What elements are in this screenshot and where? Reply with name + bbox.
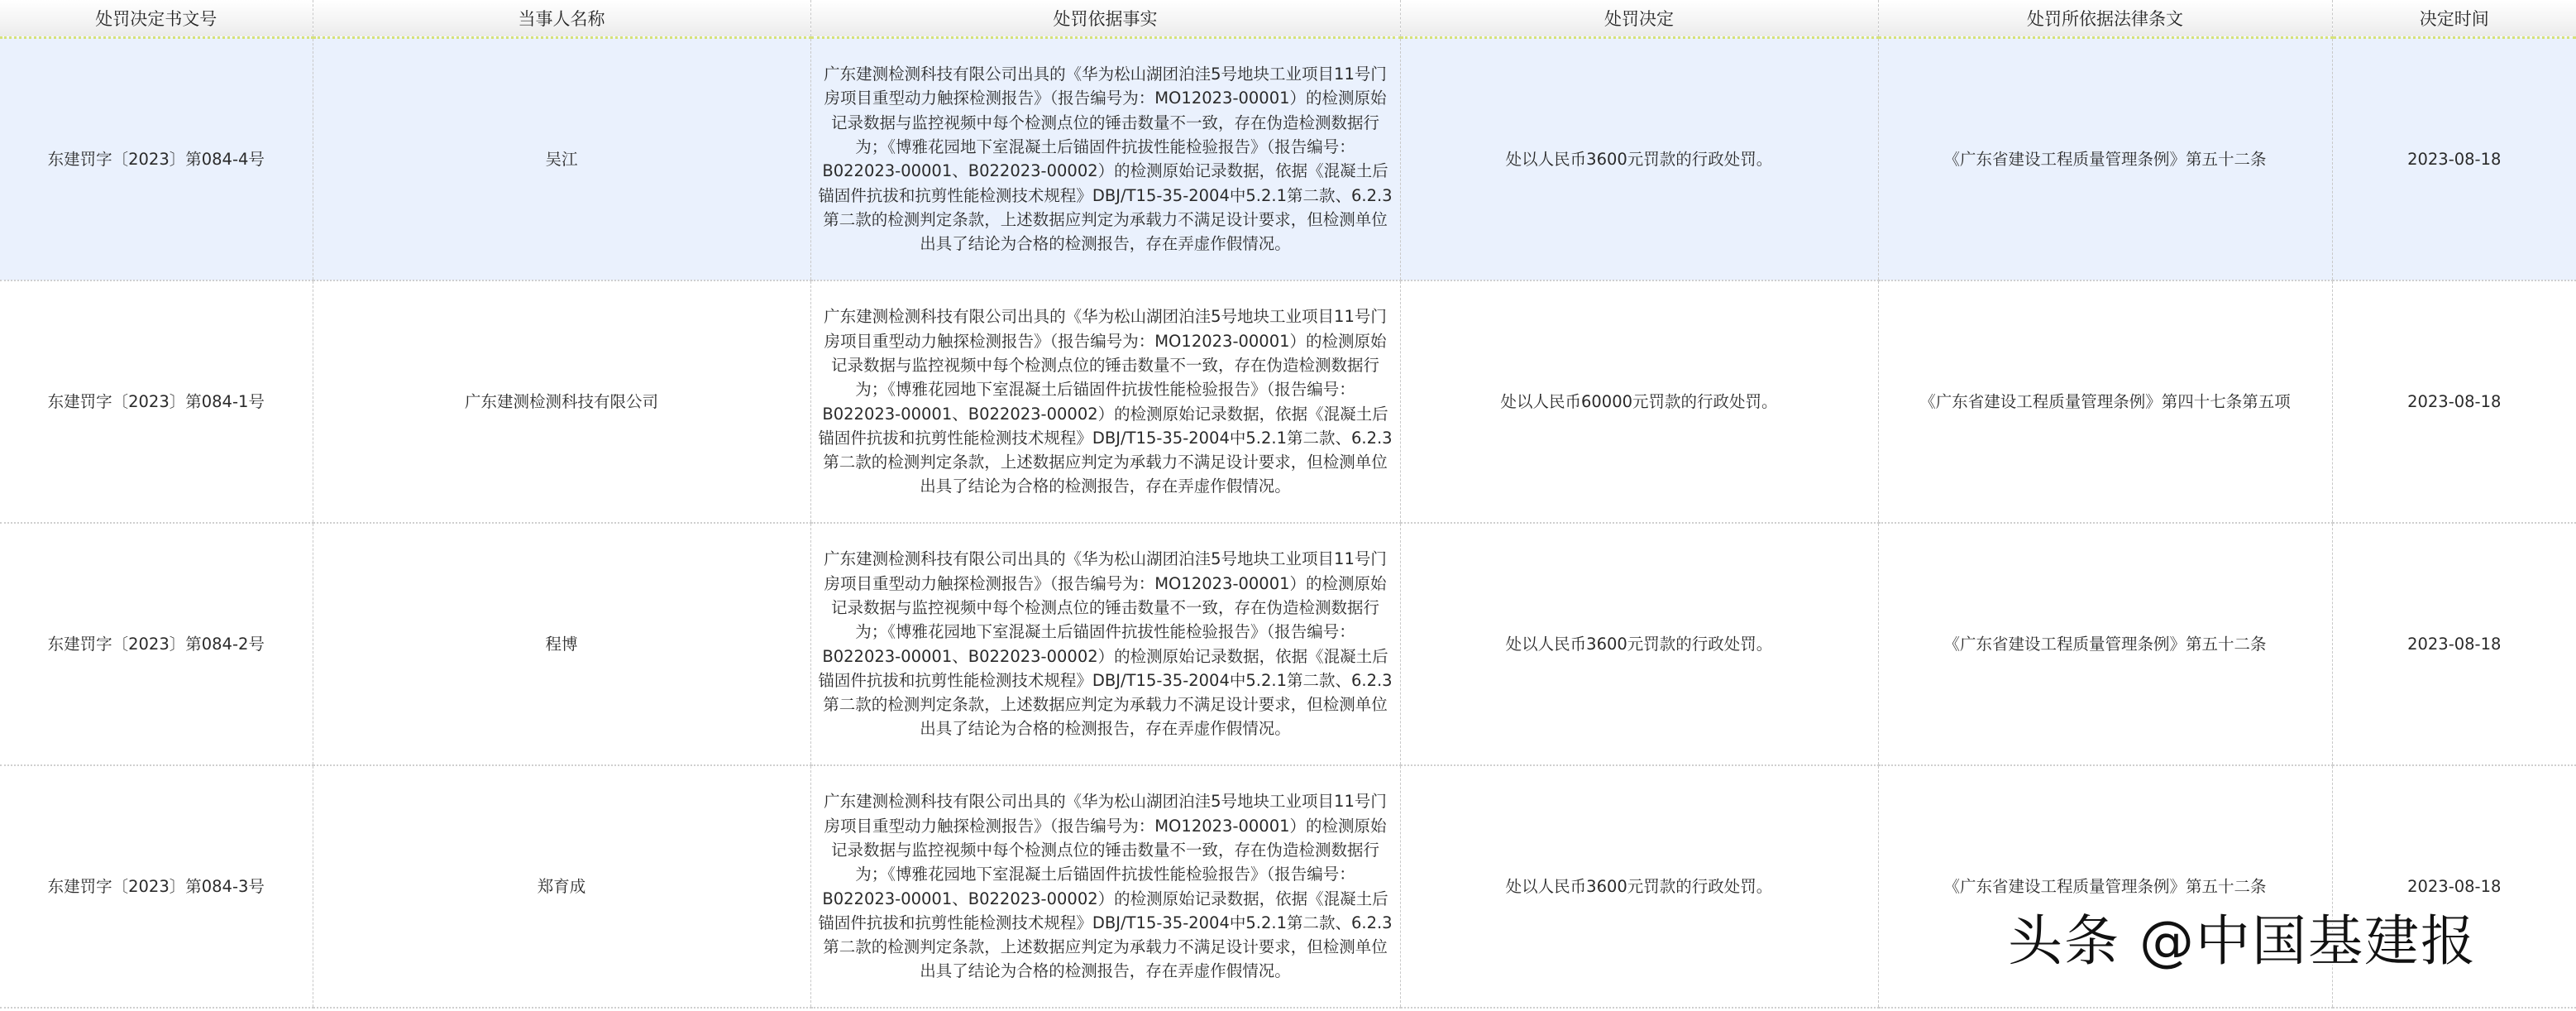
- cell-date: 2023-08-18: [2332, 280, 2576, 523]
- cell-law: 《广东省建设工程质量管理条例》第五十二条: [1878, 765, 2332, 1008]
- cell-date: 2023-08-18: [2332, 765, 2576, 1008]
- cell-decision: 处以人民币3600元罚款的行政处罚。: [1400, 523, 1878, 765]
- cell-doc-no: 东建罚字〔2023〕第084-3号: [0, 765, 313, 1008]
- cell-decision: 处以人民币60000元罚款的行政处罚。: [1400, 280, 1878, 523]
- cell-party: 吴江: [313, 37, 810, 280]
- cell-doc-no: 东建罚字〔2023〕第084-2号: [0, 523, 313, 765]
- watermark: 头条 @中国基建报: [2008, 909, 2477, 973]
- header-law[interactable]: 处罚所依据法律条文: [1878, 0, 2332, 37]
- cell-facts: 广东建测检测科技有限公司出具的《华为松山湖团泊洼5号地块工业项目11号门房项目重型动力触探检测报告》（报告编号为：MO12023-00001）的检测原始记录数据与监控视频中每个检测点位的锤击数量不一致，存在伪造检测数据行为；《博雅花园地下室混凝土后锚固件抗拔性能检验报告》（报告编号：B022023-00001、B022023-00002）的检测原始记录数据，依据《混凝土后锚固件抗拔和抗剪性能检测技术规程》DBJ/T15-35-2004中5.2.1第二款、6.2.3第二款的检测判定条款，上述数据应判定为承载力不满足设计要求，但检测单位出具了结论为合格的检测报告，存在弄虚作假情况。: [810, 280, 1400, 523]
- cell-decision: 处以人民币3600元罚款的行政处罚。: [1400, 765, 1878, 1008]
- cell-doc-no: 东建罚字〔2023〕第084-4号: [0, 37, 313, 280]
- cell-facts: 广东建测检测科技有限公司出具的《华为松山湖团泊洼5号地块工业项目11号门房项目重型动力触探检测报告》（报告编号为：MO12023-00001）的检测原始记录数据与监控视频中每个检测点位的锤击数量不一致，存在伪造检测数据行为；《博雅花园地下室混凝土后锚固件抗拔性能检验报告》（报告编号：B022023-00001、B022023-00002）的检测原始记录数据，依据《混凝土后锚固件抗拔和抗剪性能检测技术规程》DBJ/T15-35-2004中5.2.1第二款、6.2.3第二款的检测判定条款，上述数据应判定为承载力不满足设计要求，但检测单位出具了结论为合格的检测报告，存在弄虚作假情况。: [810, 37, 1400, 280]
- table-header: [0, 0, 2576, 37]
- cell-decision: 处以人民币3600元罚款的行政处罚。: [1400, 37, 1878, 280]
- cell-law: 《广东省建设工程质量管理条例》第五十二条: [1878, 37, 2332, 280]
- cell-party: 郑育成: [313, 765, 810, 1008]
- cell-doc-no: 东建罚字〔2023〕第084-1号: [0, 280, 313, 523]
- cell-date: 2023-08-18: [2332, 37, 2576, 280]
- header-row: [0, 0, 2576, 37]
- table-body: [0, 37, 2576, 1008]
- cell-law: 《广东省建设工程质量管理条例》第五十二条: [1878, 523, 2332, 765]
- header-decision[interactable]: 处罚决定: [1400, 0, 1878, 37]
- cell-party: 程博: [313, 523, 810, 765]
- cell-date: 2023-08-18: [2332, 523, 2576, 765]
- header-party[interactable]: 当事人名称: [313, 0, 810, 37]
- cell-party: 广东建测检测科技有限公司: [313, 280, 810, 523]
- header-date[interactable]: 决定时间: [2332, 0, 2576, 37]
- header-doc-no[interactable]: 处罚决定书文号: [0, 0, 313, 37]
- table-row[interactable]: [0, 523, 2576, 765]
- header-facts[interactable]: 处罚依据事实: [810, 0, 1400, 37]
- cell-facts: 广东建测检测科技有限公司出具的《华为松山湖团泊洼5号地块工业项目11号门房项目重型动力触探检测报告》（报告编号为：MO12023-00001）的检测原始记录数据与监控视频中每个检测点位的锤击数量不一致，存在伪造检测数据行为；《博雅花园地下室混凝土后锚固件抗拔性能检验报告》（报告编号：B022023-00001、B022023-00002）的检测原始记录数据，依据《混凝土后锚固件抗拔和抗剪性能检测技术规程》DBJ/T15-35-2004中5.2.1第二款、6.2.3第二款的检测判定条款，上述数据应判定为承载力不满足设计要求，但检测单位出具了结论为合格的检测报告，存在弄虚作假情况。: [810, 765, 1400, 1008]
- table-row[interactable]: [0, 765, 2576, 1008]
- cell-facts: 广东建测检测科技有限公司出具的《华为松山湖团泊洼5号地块工业项目11号门房项目重型动力触探检测报告》（报告编号为：MO12023-00001）的检测原始记录数据与监控视频中每个检测点位的锤击数量不一致，存在伪造检测数据行为；《博雅花园地下室混凝土后锚固件抗拔性能检验报告》（报告编号：B022023-00001、B022023-00002）的检测原始记录数据，依据《混凝土后锚固件抗拔和抗剪性能检测技术规程》DBJ/T15-35-2004中5.2.1第二款、6.2.3第二款的检测判定条款，上述数据应判定为承载力不满足设计要求，但检测单位出具了结论为合格的检测报告，存在弄虚作假情况。: [810, 523, 1400, 765]
- cell-law: 《广东省建设工程质量管理条例》第四十七条第五项: [1878, 280, 2332, 523]
- table-row[interactable]: [0, 37, 2576, 280]
- table-row[interactable]: [0, 280, 2576, 523]
